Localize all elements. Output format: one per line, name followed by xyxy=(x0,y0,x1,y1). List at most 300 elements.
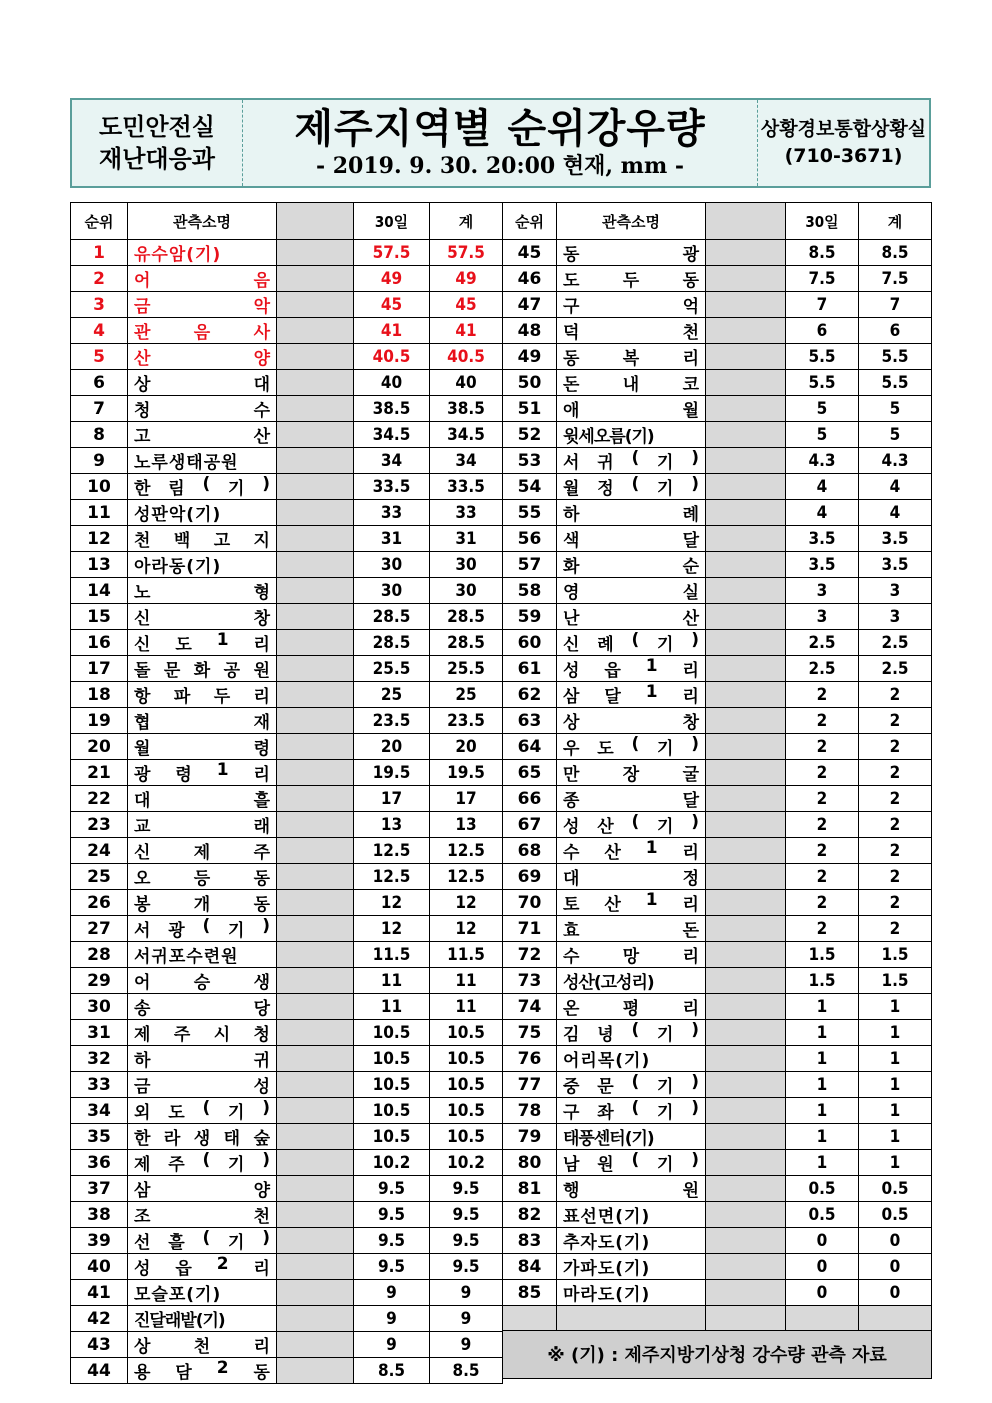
station-name-cell xyxy=(557,1020,706,1046)
rank-cell: 29 xyxy=(71,968,128,994)
rainfall-total-cell: 2.5 xyxy=(859,630,932,656)
table-row xyxy=(71,578,503,604)
rank-cell: 55 xyxy=(503,500,557,526)
table-row xyxy=(71,942,503,968)
station-name: 구 억 xyxy=(563,297,699,317)
station-name: 만 장 굴 xyxy=(563,765,699,785)
station-name-cell xyxy=(128,968,277,994)
station-name-cell xyxy=(557,448,706,474)
blank-cell xyxy=(706,812,786,838)
station-name: 효 돈 xyxy=(563,921,699,941)
table-row xyxy=(71,708,503,734)
rainfall-30day-cell: 10.2 xyxy=(354,1150,430,1176)
table-row xyxy=(503,1020,932,1046)
rank-cell: 11 xyxy=(71,500,128,526)
column-header-station: 관측소명 xyxy=(557,203,706,240)
rainfall-30day-cell: 40.5 xyxy=(354,344,430,370)
rank-cell: 82 xyxy=(503,1202,557,1228)
rainfall-total-cell: 40 xyxy=(430,370,503,396)
blank-cell xyxy=(706,1098,786,1124)
rainfall-30day-cell: 0 xyxy=(786,1280,859,1306)
blank-cell xyxy=(277,968,354,994)
station-name-cell xyxy=(557,474,706,500)
rainfall-30day-cell: 10.5 xyxy=(354,1124,430,1150)
rank-cell: 50 xyxy=(503,370,557,396)
rank-cell: 41 xyxy=(71,1280,128,1306)
table-row xyxy=(71,552,503,578)
table-row xyxy=(71,890,503,916)
station-name: 애 월 xyxy=(563,401,699,421)
rainfall-30day-cell: 9.5 xyxy=(354,1202,430,1228)
rainfall-30day-cell: 25 xyxy=(354,682,430,708)
rainfall-total-cell: 4 xyxy=(859,474,932,500)
rainfall-30day-cell: 2 xyxy=(786,916,859,942)
blank-cell xyxy=(277,318,354,344)
rank-cell: 37 xyxy=(71,1176,128,1202)
rainfall-total-cell: 25 xyxy=(430,682,503,708)
column-header-total: 계 xyxy=(430,203,503,240)
station-name: 서 광 ( 기 ) xyxy=(134,916,270,941)
rank-cell: 64 xyxy=(503,734,557,760)
station-name: 금 성 xyxy=(134,1077,270,1097)
rainfall-30day-cell: 33 xyxy=(354,500,430,526)
rainfall-30day-cell: 11 xyxy=(354,994,430,1020)
rainfall-30day-cell: 31 xyxy=(354,526,430,552)
station-name: 행 원 xyxy=(563,1181,699,1201)
rainfall-30day-cell: 4 xyxy=(786,500,859,526)
rainfall-30day-cell: 5 xyxy=(786,396,859,422)
rank-cell: 80 xyxy=(503,1150,557,1176)
station-name: 구 좌 ( 기 ) xyxy=(563,1098,699,1123)
table-row xyxy=(71,786,503,812)
rainfall-total-cell: 1 xyxy=(859,1124,932,1150)
station-name: 마라도(기) xyxy=(563,1285,651,1305)
blank-cell xyxy=(706,448,786,474)
station-name: 우 도 ( 기 ) xyxy=(563,734,699,759)
blank-cell xyxy=(706,1202,786,1228)
blank-cell xyxy=(277,708,354,734)
rainfall-30day-cell: 9.5 xyxy=(354,1176,430,1202)
rainfall-total-cell: 0.5 xyxy=(859,1202,932,1228)
table-row xyxy=(503,604,932,630)
rank-cell: 46 xyxy=(503,266,557,292)
table-row xyxy=(71,370,503,396)
rank-cell: 40 xyxy=(71,1254,128,1280)
rank-cell: 26 xyxy=(71,890,128,916)
table-header-row xyxy=(71,203,503,240)
rank-cell: 27 xyxy=(71,916,128,942)
page-title: 제주지역별 순위강우량 xyxy=(294,106,706,152)
blank-cell xyxy=(706,864,786,890)
blank-cell xyxy=(706,526,786,552)
rainfall-30day-cell: 49 xyxy=(354,266,430,292)
rainfall-total-cell: 0 xyxy=(859,1280,932,1306)
rank-cell: 34 xyxy=(71,1098,128,1124)
rank-cell: 36 xyxy=(71,1150,128,1176)
rank-cell: 15 xyxy=(71,604,128,630)
column-header-station: 관측소명 xyxy=(128,203,277,240)
table-row xyxy=(503,1150,932,1176)
station-name-cell xyxy=(128,318,277,344)
rainfall-30day-cell: 2 xyxy=(786,682,859,708)
rainfall-total-cell: 2 xyxy=(859,812,932,838)
rainfall-30day-cell: 2 xyxy=(786,838,859,864)
station-name-cell xyxy=(128,266,277,292)
blank-cell xyxy=(706,1150,786,1176)
rainfall-30day-cell: 1.5 xyxy=(786,942,859,968)
blank-cell xyxy=(706,1176,786,1202)
rank-cell: 74 xyxy=(503,994,557,1020)
rainfall-total-cell: 11 xyxy=(430,968,503,994)
station-name: 신 례 ( 기 ) xyxy=(563,630,699,655)
rainfall-total-cell: 1.5 xyxy=(859,968,932,994)
table-row xyxy=(503,292,932,318)
blank-cell xyxy=(706,1124,786,1150)
rank-cell: 39 xyxy=(71,1228,128,1254)
station-name-cell xyxy=(128,552,277,578)
station-name: 영 실 xyxy=(563,583,699,603)
rank-cell: 22 xyxy=(71,786,128,812)
station-name: 서귀포수련원 xyxy=(134,947,239,967)
rainfall-total-cell: 5 xyxy=(859,422,932,448)
rank-cell: 23 xyxy=(71,812,128,838)
station-name: 삼 달 1 리 xyxy=(563,682,699,707)
rainfall-total-cell: 0.5 xyxy=(859,1176,932,1202)
org-division: 재난대응과 xyxy=(99,145,215,173)
blank-cell xyxy=(706,786,786,812)
station-name-cell xyxy=(557,526,706,552)
table-row xyxy=(503,1228,932,1254)
station-name-cell xyxy=(128,1020,277,1046)
blank-cell xyxy=(277,812,354,838)
org-name: 도민안전실 xyxy=(99,113,215,141)
station-name: 제 주 ( 기 ) xyxy=(134,1150,270,1175)
station-name-cell xyxy=(557,760,706,786)
blank-cell xyxy=(706,552,786,578)
department-name: 상황경보통합상황실 xyxy=(760,118,927,140)
rainfall-total-cell: 34.5 xyxy=(430,422,503,448)
blank-cell xyxy=(706,318,786,344)
blank-cell xyxy=(277,1358,354,1384)
rainfall-total-cell: 9.5 xyxy=(430,1176,503,1202)
rainfall-30day-cell: 19.5 xyxy=(354,760,430,786)
rainfall-total-cell: 12.5 xyxy=(430,864,503,890)
rainfall-total-cell: 10.5 xyxy=(430,1020,503,1046)
station-name-cell xyxy=(128,734,277,760)
phone-number: (710-3671) xyxy=(784,145,903,167)
rank-cell: 32 xyxy=(71,1046,128,1072)
table-row xyxy=(71,1306,503,1332)
rainfall-total-cell: 8.5 xyxy=(859,240,932,266)
rank-cell: 58 xyxy=(503,578,557,604)
table-row xyxy=(503,786,932,812)
station-name-cell xyxy=(128,1046,277,1072)
station-name: 수 산 1 리 xyxy=(563,838,699,863)
station-name: 월 령 xyxy=(134,739,270,759)
table-row xyxy=(71,1332,503,1358)
station-name: 동 광 xyxy=(563,245,699,265)
station-name-cell xyxy=(128,500,277,526)
column-header-30day: 30일 xyxy=(354,203,430,240)
station-name-cell xyxy=(128,1150,277,1176)
station-name-cell xyxy=(557,1202,706,1228)
rainfall-total-cell: 30 xyxy=(430,578,503,604)
blank-cell xyxy=(706,396,786,422)
rank-cell: 18 xyxy=(71,682,128,708)
station-name: 고 산 xyxy=(134,427,270,447)
station-name: 한 라 생 태 숲 xyxy=(134,1129,270,1149)
rainfall-total-cell: 19.5 xyxy=(430,760,503,786)
table-row xyxy=(71,604,503,630)
rainfall-total-cell: 4.3 xyxy=(859,448,932,474)
station-name: 난 산 xyxy=(563,609,699,629)
blank-cell xyxy=(706,1254,786,1280)
blank-cell xyxy=(277,630,354,656)
rainfall-30day-cell: 1 xyxy=(786,994,859,1020)
rainfall-total-cell: 0 xyxy=(859,1254,932,1280)
rainfall-30day-cell: 4.3 xyxy=(786,448,859,474)
table-row xyxy=(71,812,503,838)
station-name-cell xyxy=(557,1280,706,1306)
table-row xyxy=(71,240,503,266)
blank-cell xyxy=(706,708,786,734)
station-name-cell xyxy=(557,968,706,994)
table-row xyxy=(503,1254,932,1280)
table-row xyxy=(71,448,503,474)
station-name: 상 창 xyxy=(563,713,699,733)
table-row xyxy=(71,1358,503,1384)
rainfall-30day-cell: 2 xyxy=(786,864,859,890)
rank-cell: 67 xyxy=(503,812,557,838)
blank-cell xyxy=(706,1020,786,1046)
station-name-cell xyxy=(128,604,277,630)
table-row xyxy=(71,968,503,994)
rainfall-30day-cell: 5.5 xyxy=(786,344,859,370)
table-row xyxy=(503,396,932,422)
table-row xyxy=(71,1124,503,1150)
empty-cell xyxy=(557,1306,706,1331)
station-name-cell xyxy=(128,526,277,552)
rainfall-total-cell: 49 xyxy=(430,266,503,292)
column-header-rank: 순위 xyxy=(71,203,128,240)
rainfall-total-cell: 11 xyxy=(430,994,503,1020)
rank-cell: 5 xyxy=(71,344,128,370)
rank-cell: 52 xyxy=(503,422,557,448)
table-row xyxy=(503,1280,932,1306)
station-name: 어 음 xyxy=(134,271,270,291)
station-name: 대 정 xyxy=(563,869,699,889)
station-name-cell xyxy=(128,864,277,890)
blank-cell xyxy=(277,396,354,422)
station-name: 덕 천 xyxy=(563,323,699,343)
blank-cell xyxy=(706,682,786,708)
station-name: 가파도(기) xyxy=(563,1259,651,1279)
station-name: 진달래밭(기) xyxy=(134,1311,225,1331)
table-row xyxy=(503,942,932,968)
rank-cell: 81 xyxy=(503,1176,557,1202)
station-name-cell xyxy=(557,916,706,942)
rainfall-total-cell: 10.5 xyxy=(430,1072,503,1098)
station-name-cell xyxy=(128,1072,277,1098)
table-row xyxy=(503,708,932,734)
rainfall-30day-cell: 11.5 xyxy=(354,942,430,968)
station-name: 어리목(기) xyxy=(563,1051,651,1071)
station-name: 관 음 사 xyxy=(134,323,270,343)
rainfall-30day-cell: 12.5 xyxy=(354,864,430,890)
station-name-cell xyxy=(128,396,277,422)
rainfall-total-cell: 7 xyxy=(859,292,932,318)
station-name-cell xyxy=(557,812,706,838)
rank-cell: 77 xyxy=(503,1072,557,1098)
rainfall-30day-cell: 30 xyxy=(354,552,430,578)
rank-cell: 10 xyxy=(71,474,128,500)
rank-cell: 38 xyxy=(71,1202,128,1228)
rank-cell: 7 xyxy=(71,396,128,422)
blank-cell xyxy=(706,1046,786,1072)
rainfall-total-cell: 30 xyxy=(430,552,503,578)
rank-cell: 48 xyxy=(503,318,557,344)
rainfall-total-cell: 2 xyxy=(859,760,932,786)
station-name: 외 도 ( 기 ) xyxy=(134,1098,270,1123)
rainfall-30day-cell: 20 xyxy=(354,734,430,760)
station-name-cell xyxy=(128,708,277,734)
rainfall-30day-cell: 2 xyxy=(786,786,859,812)
blank-cell xyxy=(277,1306,354,1332)
table-row xyxy=(503,448,932,474)
station-name-cell xyxy=(128,838,277,864)
rank-cell: 69 xyxy=(503,864,557,890)
rainfall-total-cell: 28.5 xyxy=(430,630,503,656)
rainfall-30day-cell: 28.5 xyxy=(354,604,430,630)
rainfall-30day-cell: 0 xyxy=(786,1254,859,1280)
station-name: 표선면(기) xyxy=(563,1207,651,1227)
rainfall-30day-cell: 1 xyxy=(786,1098,859,1124)
station-name: 남 원 ( 기 ) xyxy=(563,1150,699,1175)
rainfall-total-cell: 3 xyxy=(859,578,932,604)
blank-cell xyxy=(706,656,786,682)
station-name-cell xyxy=(128,760,277,786)
empty-cell xyxy=(786,1306,859,1331)
table-row xyxy=(503,526,932,552)
rainfall-30day-cell: 0.5 xyxy=(786,1176,859,1202)
rank-cell: 21 xyxy=(71,760,128,786)
rank-cell: 66 xyxy=(503,786,557,812)
table-row xyxy=(71,630,503,656)
blank-cell xyxy=(706,578,786,604)
rainfall-30day-cell: 33.5 xyxy=(354,474,430,500)
blank-cell xyxy=(277,760,354,786)
rainfall-30day-cell: 0 xyxy=(786,1228,859,1254)
rainfall-total-cell: 2 xyxy=(859,890,932,916)
station-name: 온 평 리 xyxy=(563,999,699,1019)
station-name-cell xyxy=(557,1098,706,1124)
rainfall-30day-cell: 28.5 xyxy=(354,630,430,656)
rainfall-total-cell: 2 xyxy=(859,838,932,864)
rainfall-total-cell: 33 xyxy=(430,500,503,526)
rainfall-total-cell: 9.5 xyxy=(430,1228,503,1254)
rank-cell: 79 xyxy=(503,1124,557,1150)
station-name: 노 형 xyxy=(134,583,270,603)
rank-cell: 14 xyxy=(71,578,128,604)
station-name: 성판악(기) xyxy=(134,505,222,525)
blank-cell xyxy=(706,942,786,968)
rainfall-total-cell: 25.5 xyxy=(430,656,503,682)
station-name-cell xyxy=(557,1176,706,1202)
blank-cell xyxy=(277,344,354,370)
rank-cell: 31 xyxy=(71,1020,128,1046)
rainfall-30day-cell: 10.5 xyxy=(354,1072,430,1098)
rank-cell: 63 xyxy=(503,708,557,734)
rainfall-total-cell: 9 xyxy=(430,1306,503,1332)
rainfall-total-cell: 2 xyxy=(859,916,932,942)
rank-cell: 76 xyxy=(503,1046,557,1072)
table-row xyxy=(71,1046,503,1072)
report-header xyxy=(70,98,931,188)
station-name: 유수암(기) xyxy=(134,245,222,265)
station-name: 김 녕 ( 기 ) xyxy=(563,1020,699,1045)
rainfall-30day-cell: 5.5 xyxy=(786,370,859,396)
rank-cell: 51 xyxy=(503,396,557,422)
blank-cell xyxy=(277,1228,354,1254)
rainfall-30day-cell: 10.5 xyxy=(354,1020,430,1046)
rainfall-30day-cell: 1 xyxy=(786,1020,859,1046)
rainfall-total-cell: 2.5 xyxy=(859,656,932,682)
rainfall-30day-cell: 9 xyxy=(354,1332,430,1358)
table-row xyxy=(503,812,932,838)
blank-cell xyxy=(277,864,354,890)
table-row xyxy=(71,266,503,292)
blank-cell xyxy=(277,1176,354,1202)
rank-cell: 25 xyxy=(71,864,128,890)
rainfall-total-cell: 57.5 xyxy=(430,240,503,266)
empty-cell xyxy=(503,1306,557,1331)
station-name-cell xyxy=(557,396,706,422)
empty-cell xyxy=(706,1306,786,1331)
station-name-cell xyxy=(557,292,706,318)
station-name: 제 주 시 청 xyxy=(134,1025,270,1045)
table-row xyxy=(71,474,503,500)
table-row xyxy=(503,968,932,994)
rank-cell: 54 xyxy=(503,474,557,500)
rainfall-30day-cell: 17 xyxy=(354,786,430,812)
blank-cell xyxy=(706,890,786,916)
rainfall-total-cell: 6 xyxy=(859,318,932,344)
rainfall-30day-cell: 6 xyxy=(786,318,859,344)
table-row xyxy=(503,578,932,604)
table-row xyxy=(71,318,503,344)
table-row xyxy=(71,344,503,370)
rainfall-total-cell: 10.5 xyxy=(430,1046,503,1072)
station-name-cell xyxy=(557,500,706,526)
rainfall-30day-cell: 4 xyxy=(786,474,859,500)
rainfall-total-cell: 9.5 xyxy=(430,1254,503,1280)
table-row xyxy=(71,1228,503,1254)
blank-cell xyxy=(277,1098,354,1124)
rainfall-30day-cell: 41 xyxy=(354,318,430,344)
rainfall-table-left xyxy=(70,202,503,1384)
rank-cell: 43 xyxy=(71,1332,128,1358)
table-row xyxy=(71,1280,503,1306)
station-name: 종 달 xyxy=(563,791,699,811)
organization-block xyxy=(72,100,243,186)
blank-cell xyxy=(277,448,354,474)
station-name: 금 악 xyxy=(134,297,270,317)
rainfall-total-cell: 12.5 xyxy=(430,838,503,864)
rainfall-30day-cell: 1 xyxy=(786,1124,859,1150)
station-name-cell xyxy=(557,734,706,760)
blank-cell xyxy=(277,422,354,448)
station-name: 서 귀 ( 기 ) xyxy=(563,448,699,473)
